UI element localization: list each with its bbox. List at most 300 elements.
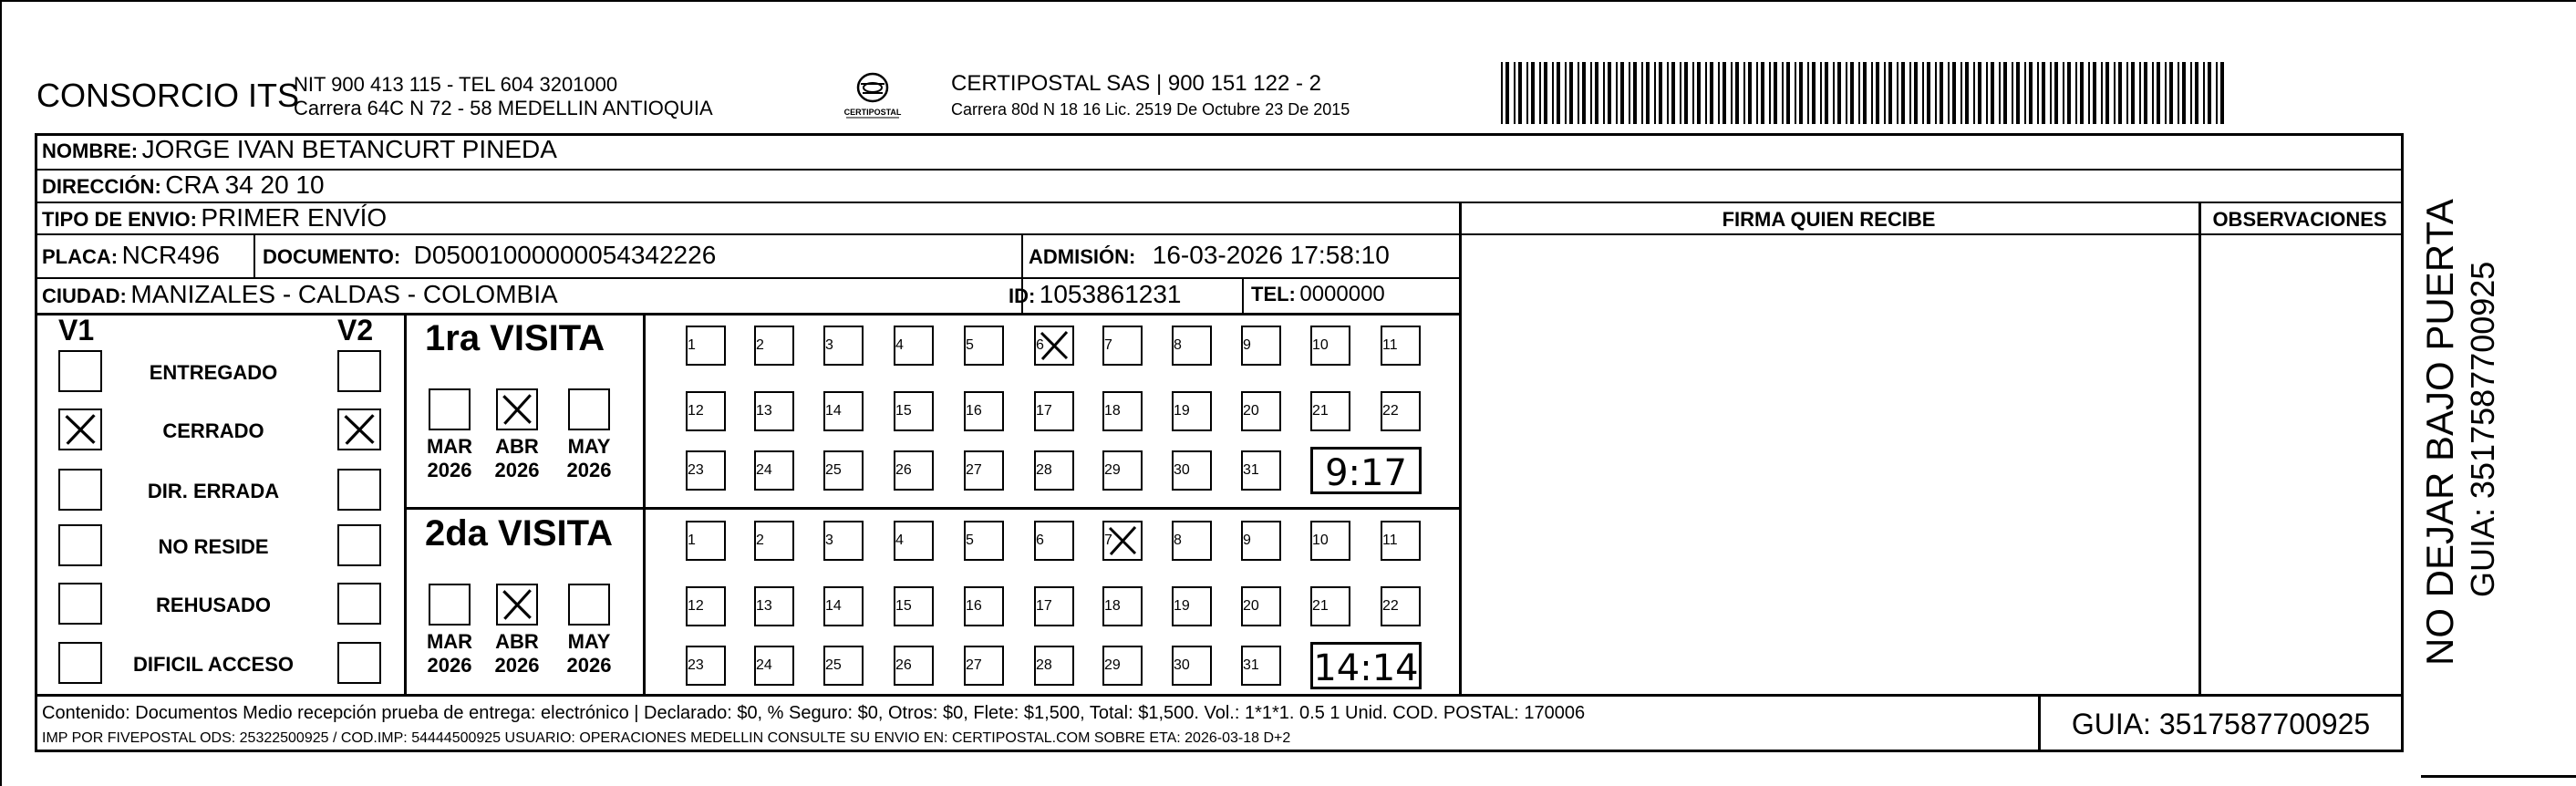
day-box[interactable] (1310, 586, 1350, 626)
day-number: 21 (1312, 403, 1329, 419)
day-box[interactable] (1034, 521, 1074, 561)
v2-label: V2 (337, 314, 374, 346)
day-number: 13 (756, 403, 772, 419)
barcode-bar (1914, 62, 1918, 124)
barcode-bar (1518, 62, 1522, 124)
status-label: NO RESIDE (158, 535, 269, 558)
nombre-label: NOMBRE: (42, 140, 139, 162)
day-number: 16 (966, 403, 982, 419)
day-number: 13 (756, 598, 772, 614)
month-checkbox[interactable] (496, 584, 538, 626)
barcode-bar (1774, 62, 1777, 124)
barcode-bar (1710, 62, 1713, 124)
admision-value: 16-03-2026 17:58:10 (1152, 241, 1390, 269)
month-year: 2026 (566, 459, 612, 481)
day-box[interactable] (1034, 646, 1074, 686)
day-number: 1 (688, 533, 696, 548)
barcode-bar (2114, 62, 2116, 124)
day-number: 16 (966, 598, 982, 614)
day-number: 21 (1312, 598, 1329, 614)
day-number: 31 (1243, 462, 1259, 478)
day-number: 2 (756, 533, 764, 548)
day-box[interactable] (894, 646, 934, 686)
day-box[interactable] (686, 391, 726, 431)
day-number: 22 (1382, 403, 1399, 419)
barcode-bar (1557, 62, 1560, 124)
day-box[interactable] (686, 586, 726, 626)
barcode-bar (1888, 62, 1892, 124)
row-line-4 (35, 277, 1462, 279)
barcode-bar (1590, 62, 1592, 124)
day-number: 9 (1243, 533, 1251, 548)
company-name: CONSORCIO ITS (36, 77, 300, 114)
day-number: 27 (966, 657, 982, 673)
barcode-bar (2093, 62, 2096, 124)
barcode-bar (2075, 62, 2077, 124)
day-box[interactable] (1241, 646, 1281, 686)
barcode-bar (1837, 62, 1841, 124)
month-checkbox[interactable] (568, 584, 610, 626)
day-number: 3 (825, 533, 833, 548)
barcode-bar (1786, 62, 1790, 124)
day-number: 23 (688, 462, 704, 478)
id-label: ID: (1009, 284, 1036, 307)
id-field (1009, 280, 1182, 309)
barcode-bar (1927, 62, 1930, 124)
barcode-bar (1935, 62, 1937, 124)
admision-label: ADMISIÓN: (1029, 245, 1136, 268)
month-name: MAY (567, 435, 611, 458)
month-name: MAY (567, 630, 611, 653)
barcode-bar (1876, 62, 1879, 124)
day-box[interactable] (1034, 326, 1074, 366)
month-checkbox[interactable] (429, 388, 471, 430)
documento-value: D05001000000054342226 (413, 241, 717, 269)
barcode-bar (2101, 62, 2103, 124)
barcode-bar (1616, 62, 1618, 124)
barcode-bar (1782, 62, 1784, 124)
month-name: ABR (495, 435, 539, 458)
day-box[interactable] (823, 586, 864, 626)
day-box[interactable] (1310, 521, 1350, 561)
barcode (1501, 62, 2226, 124)
day-box[interactable] (1172, 521, 1212, 561)
barcode-bar (1684, 62, 1688, 124)
day-number: 3 (825, 337, 833, 353)
day-box[interactable] (1172, 646, 1212, 686)
day-box[interactable] (1102, 450, 1143, 491)
ciudad-field (42, 280, 558, 309)
day-box[interactable] (686, 450, 726, 491)
day-number: 6 (1036, 533, 1044, 548)
id-value: 1053861231 (1039, 280, 1182, 308)
form-bottom-line (35, 750, 2404, 752)
day-box[interactable] (686, 326, 726, 366)
direccion-field (42, 171, 325, 200)
certipostal-logo (835, 71, 910, 122)
placa-label: PLACA: (42, 245, 119, 268)
day-box[interactable] (754, 646, 794, 686)
barcode-bar (1807, 62, 1809, 124)
day-box[interactable] (686, 521, 726, 561)
day-number: 11 (1382, 337, 1398, 353)
form-left-line (35, 133, 37, 751)
day-box[interactable] (1172, 586, 1212, 626)
day-number: 15 (895, 598, 912, 614)
barcode-bar (1629, 62, 1630, 124)
day-box[interactable] (1034, 586, 1074, 626)
carrier-line-1: CERTIPOSTAL SAS | 900 151 122 - 2 (951, 71, 1321, 96)
barcode-bar (1799, 62, 1803, 124)
nombre-field (42, 135, 557, 164)
day-box[interactable] (1241, 391, 1281, 431)
day-box[interactable] (1172, 326, 1212, 366)
status-label: REHUSADO (156, 594, 271, 616)
day-box[interactable] (1241, 326, 1281, 366)
barcode-bar (1501, 62, 1503, 124)
barcode-bar (1897, 62, 1898, 124)
day-box[interactable] (823, 521, 864, 561)
v2-checkbox[interactable] (337, 409, 381, 450)
barcode-bar (1667, 62, 1669, 124)
barcode-bar (1671, 62, 1675, 124)
barcode-bar (1973, 62, 1975, 124)
month-year: 2026 (427, 459, 472, 481)
day-box[interactable] (1172, 391, 1212, 431)
barcode-bar (1565, 62, 1567, 124)
day-number: 26 (895, 462, 912, 478)
day-box[interactable] (1381, 326, 1421, 366)
top-edge-line (0, 0, 2576, 2)
day-box[interactable] (1241, 521, 1281, 561)
barcode-bar (1812, 62, 1816, 124)
day-box[interactable] (1034, 391, 1074, 431)
v1-checkbox[interactable] (58, 524, 102, 566)
footer-line-top (35, 694, 2404, 697)
barcode-bar (2169, 62, 2173, 124)
ciudad-value: MANIZALES - CALDAS - COLOMBIA (130, 280, 558, 308)
day-box[interactable] (823, 646, 864, 686)
barcode-bar (1884, 62, 1886, 124)
day-number: 23 (688, 657, 704, 673)
v2-checkbox[interactable] (337, 350, 381, 392)
barcode-bar (1582, 62, 1586, 124)
barcode-bar (1697, 62, 1701, 124)
visit-title: 2da VISITA (425, 513, 613, 553)
barcode-bar (2208, 62, 2211, 124)
barcode-bar (2182, 62, 2186, 124)
v1-checkbox[interactable] (58, 642, 102, 684)
v1-label: V1 (58, 314, 95, 346)
barcode-bar (2037, 62, 2039, 124)
barcode-bar (2220, 62, 2224, 124)
ciudad-label: CIUDAD: (42, 284, 127, 307)
bottom-right-edge-line (2421, 775, 2576, 778)
carrier-line-2: Carrera 80d N 18 16 Lic. 2519 De Octubre 23 De 2015 (951, 100, 1350, 119)
barcode-bar (1909, 62, 1911, 124)
day-number: 30 (1174, 657, 1190, 673)
barcode-bar (1633, 62, 1637, 124)
barcode-bar (1578, 62, 1579, 124)
barcode-bar (1595, 62, 1598, 124)
day-number: 25 (825, 657, 842, 673)
day-number: 10 (1312, 337, 1329, 353)
v2-checkbox[interactable] (337, 583, 381, 625)
barcode-bar (2195, 62, 2198, 124)
day-number: 15 (895, 403, 912, 419)
day-box[interactable] (823, 391, 864, 431)
barcode-bar (1858, 62, 1860, 124)
day-number: 18 (1104, 598, 1121, 614)
v2-checkbox[interactable] (337, 642, 381, 684)
visit-title: 1ra VISITA (425, 318, 605, 358)
barcode-bar (2139, 62, 2141, 124)
barcode-bar (1723, 62, 1726, 124)
barcode-bar (1569, 62, 1573, 124)
day-box[interactable] (686, 646, 726, 686)
barcode-bar (2105, 62, 2109, 124)
day-box[interactable] (894, 521, 934, 561)
direccion-value: CRA 34 20 10 (165, 171, 325, 199)
barcode-bar (1795, 62, 1796, 124)
imp-text: IMP POR FIVEPOSTAL ODS: 25322500925 / COD.IMP: 54444500925 USUARIO: OPERACIONES MEDELLIN CONSULTE SU ENVIO EN: CERTIPOSTAL.COM SOBRE ETA: 2026-03-18 D+2 (42, 730, 1291, 746)
v2-checkbox[interactable] (337, 524, 381, 566)
month-year: 2026 (427, 654, 472, 677)
day-number: 24 (756, 657, 772, 673)
month-year: 2026 (566, 654, 612, 677)
barcode-bar (1620, 62, 1624, 124)
day-number: 28 (1036, 657, 1052, 673)
day-box[interactable] (754, 391, 794, 431)
day-number: 26 (895, 657, 912, 673)
barcode-bar (1922, 62, 1924, 124)
company-line-2: Carrera 64C N 72 - 58 MEDELLIN ANTIOQUIA (294, 97, 713, 119)
direccion-label: DIRECCIÓN: (42, 175, 161, 198)
day-number: 10 (1312, 533, 1329, 548)
visit-time-handwritten[interactable]: 14:14 (1310, 642, 1422, 689)
tipo-envio-field (42, 203, 387, 233)
v1-checkbox[interactable] (58, 469, 102, 511)
barcode-bar (1544, 62, 1547, 124)
day-number: 28 (1036, 462, 1052, 478)
day-box[interactable] (1310, 391, 1350, 431)
day-box[interactable] (964, 646, 1004, 686)
day-number: 8 (1174, 533, 1182, 548)
month-name: ABR (495, 630, 539, 653)
month-year: 2026 (494, 654, 540, 677)
barcode-bar (1748, 62, 1752, 124)
day-box[interactable] (754, 326, 794, 366)
tel-value: 0000000 (1299, 282, 1385, 306)
day-number: 30 (1174, 462, 1190, 478)
documento-label: DOCUMENTO: (263, 245, 401, 268)
day-box[interactable] (1034, 450, 1074, 491)
form-right-line (2401, 133, 2404, 751)
day-box[interactable] (1310, 326, 1350, 366)
barcode-bar (2131, 62, 2135, 124)
tipo-envio-label: TIPO DE ENVIO: (42, 208, 197, 231)
barcode-bar (2080, 62, 2084, 124)
day-number: 31 (1243, 657, 1259, 673)
barcode-bar (1952, 62, 1956, 124)
day-box[interactable] (964, 521, 1004, 561)
day-number: 29 (1104, 462, 1121, 478)
month-label (421, 630, 478, 677)
barcode-bar (2144, 62, 2147, 124)
barcode-bar (1820, 62, 1822, 124)
day-number: 6 (1036, 337, 1044, 353)
month-label (561, 435, 617, 482)
month-label (489, 630, 545, 677)
day-box[interactable] (1102, 326, 1143, 366)
barcode-bar (2050, 62, 2052, 124)
day-number: 24 (756, 462, 772, 478)
barcode-bar (1999, 62, 2001, 124)
barcode-bar (1863, 62, 1867, 124)
barcode-bar (1552, 62, 1554, 124)
firma-quien-recibe-label: FIRMA QUIEN RECIBE (1722, 208, 1936, 231)
day-number: 8 (1174, 337, 1182, 353)
day-number: 17 (1036, 598, 1052, 614)
v2-checkbox[interactable] (337, 469, 381, 511)
day-box[interactable] (964, 450, 1004, 491)
day-box[interactable] (1381, 521, 1421, 561)
barcode-bar (1769, 62, 1771, 124)
day-number: 12 (688, 598, 704, 614)
tel-label: TEL: (1251, 283, 1296, 305)
barcode-bar (2042, 62, 2045, 124)
visit-time-handwritten[interactable]: 9:17 (1310, 447, 1422, 494)
placa-divider (253, 233, 255, 277)
left-edge-line (0, 0, 2, 786)
day-number: 11 (1382, 533, 1398, 548)
row-line-1 (35, 169, 2404, 171)
barcode-bar (2190, 62, 2192, 124)
barcode-bar (1603, 62, 1605, 124)
month-label (561, 630, 617, 677)
barcode-bar (1641, 62, 1643, 124)
day-box[interactable] (1381, 391, 1421, 431)
day-box[interactable] (823, 326, 864, 366)
barcode-bar (1526, 62, 1528, 124)
v1-checkbox[interactable] (58, 409, 102, 450)
row-line-5 (35, 313, 1462, 315)
barcode-bar (1680, 62, 1681, 124)
day-number: 7 (1104, 533, 1112, 548)
barcode-bar (2024, 62, 2026, 124)
day-box[interactable] (894, 326, 934, 366)
day-number: 2 (756, 337, 764, 353)
day-number: 27 (966, 462, 982, 478)
day-box[interactable] (823, 450, 864, 491)
day-number: 5 (966, 533, 974, 548)
month-label (421, 435, 478, 482)
month-checkbox[interactable] (429, 584, 471, 626)
day-box[interactable] (1241, 450, 1281, 491)
month-days-divider (643, 313, 646, 696)
day-number: 12 (688, 403, 704, 419)
day-number: 14 (825, 403, 842, 419)
barcode-bar (1960, 62, 1962, 124)
barcode-bar (1991, 62, 1994, 124)
day-box[interactable] (754, 521, 794, 561)
day-box[interactable] (894, 391, 934, 431)
day-number: 14 (825, 598, 842, 614)
side-guia-text: GUIA: 3517587700925 (2464, 261, 2501, 597)
barcode-bar (1948, 62, 1950, 124)
day-box[interactable] (1241, 586, 1281, 626)
status-label: DIFICIL ACCESO (132, 653, 294, 676)
day-box[interactable] (1102, 646, 1143, 686)
day-number: 9 (1243, 337, 1251, 353)
day-box[interactable] (1102, 391, 1143, 431)
day-number: 25 (825, 462, 842, 478)
barcode-bar (1761, 62, 1764, 124)
day-box[interactable] (1172, 450, 1212, 491)
barcode-bar (2054, 62, 2058, 124)
barcode-bar (1705, 62, 1707, 124)
barcode-bar (1825, 62, 1828, 124)
placa-value: NCR496 (121, 241, 220, 269)
barcode-bar (1846, 62, 1847, 124)
day-box[interactable] (894, 450, 934, 491)
observaciones-label: OBSERVACIONES (2212, 208, 2387, 231)
status-label: DIR. ERRADA (147, 480, 280, 502)
admision-field (1029, 241, 1390, 270)
company-line-1: NIT 900 413 115 - TEL 604 3201000 (294, 73, 618, 96)
day-number: 20 (1243, 598, 1259, 614)
month-year: 2026 (494, 459, 540, 481)
svg-text:CERTIPOSTAL: CERTIPOSTAL (843, 108, 902, 117)
day-number: 20 (1243, 403, 1259, 419)
v1-checkbox[interactable] (58, 350, 102, 392)
barcode-bar (1646, 62, 1650, 124)
footer-guia: GUIA: 3517587700925 (2071, 708, 2371, 740)
day-number: 5 (966, 337, 974, 353)
barcode-bar (2152, 62, 2154, 124)
day-box[interactable] (964, 391, 1004, 431)
barcode-bar (1718, 62, 1720, 124)
v1-checkbox[interactable] (58, 583, 102, 625)
day-box[interactable] (754, 586, 794, 626)
day-box[interactable] (964, 326, 1004, 366)
tipo-envio-value: PRIMER ENVÍO (201, 203, 388, 232)
day-box[interactable] (1381, 586, 1421, 626)
barcode-bar (1978, 62, 1981, 124)
barcode-bar (2088, 62, 2090, 124)
day-number: 4 (895, 533, 904, 548)
barcode-bar (2165, 62, 2167, 124)
barcode-bar (1731, 62, 1733, 124)
month-checkbox[interactable] (496, 388, 538, 430)
day-box[interactable] (1102, 521, 1143, 561)
barcode-bar (1965, 62, 1969, 124)
barcode-bar (2029, 62, 2033, 124)
day-box[interactable] (894, 586, 934, 626)
day-box[interactable] (754, 450, 794, 491)
firma-left-line (1459, 202, 1462, 696)
tel-divider (1242, 277, 1244, 314)
day-box[interactable] (1102, 586, 1143, 626)
barcode-bar (1539, 62, 1541, 124)
barcode-bar (1756, 62, 1758, 124)
day-box[interactable] (964, 586, 1004, 626)
barcode-bar (1608, 62, 1611, 124)
month-checkbox[interactable] (568, 388, 610, 430)
status-visit-divider (404, 313, 407, 696)
placa-field (42, 241, 220, 270)
documento-field (263, 241, 716, 270)
